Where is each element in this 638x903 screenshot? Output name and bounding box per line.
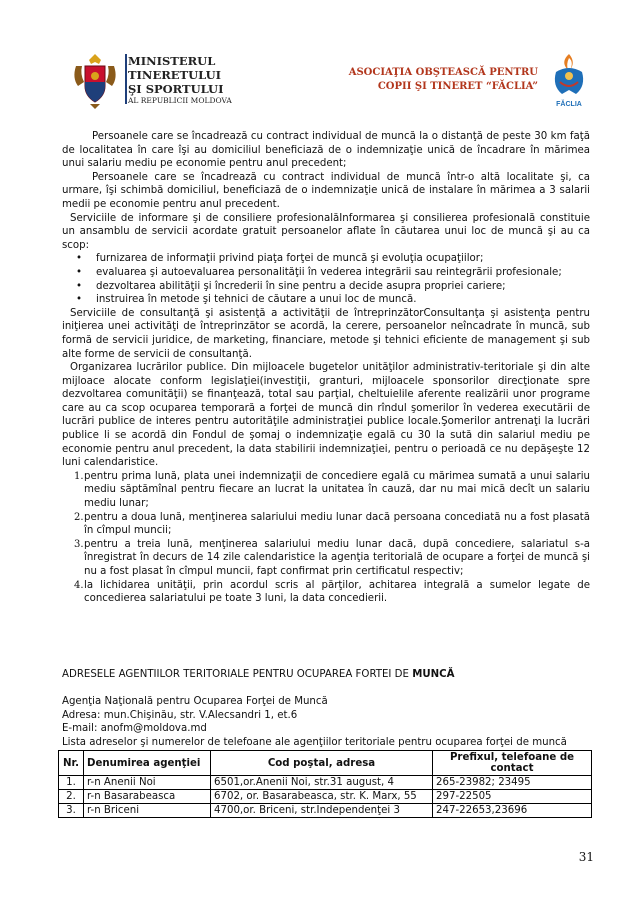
list-item: • evaluarea şi autoevaluarea personalităţii în vederea integrării sau reintegrării profesionale; [62, 266, 590, 280]
association-line-2: COPII ŞI TINERET “FĂCLIA” [377, 81, 538, 92]
list-text: la lichidarea unităţii, prin acordul scris al părţilor, achitarea integrală a sumelor legate de concedierea salariatului pe toate 3 luni, la data concedierii. [84, 579, 590, 605]
col-header-nr: Nr. [59, 751, 84, 776]
list-item: • dezvoltarea abilităţii şi încrederii în sine pentru a decide asupra propriei cariere; [62, 280, 590, 294]
agency-info [62, 695, 567, 749]
col-header-name: Denumirea agenţiei [84, 751, 211, 776]
ministry-header [70, 50, 240, 110]
paragraph-distance: Persoanele care se încadrează cu contract individual de muncă la o distanţă de peste 30 km faţă de localitatea în care îşi au domiciliul beneficiază de o indemnizaţie unică de încadrare în mărimea unui salariu mediu pe economie pentru anul precedent; [62, 131, 590, 170]
ministry-line-1: MINISTERUL [128, 54, 216, 68]
list-number: 2. [74, 511, 84, 523]
paragraph-public-works: Organizarea lucrărilor publice. Din mijloacele bugetelor unităţilor administrativ-teritoriale şi din alte mijloace alocate conform legislaţiei(investiţii, granturi, mijloacele sponsorilor direcţionate spre dezvoltarea comunităţii) se finanţează, total sau parţial, cheltuielile aferente realizării unor programe care au ca scop ocuparea temporară a forţei de muncă din rîndul şomerilor în vederea executării de lucrări publice de interes pentru autorităţile administraţiei publice locale.Şomerilor antrenaţi la lucrări publice li se acordă din Fondul de şomaj o indemnizaţie egală cu 30 la sută din salariul mediu pe economie pentru anul precedent, la data stabilirii indemnizaţiei, pentru o perioadă ce nu depăşeşte 12 luni calendaristice. [62, 362, 590, 469]
agency-address: Adresa: mun.Chişinău, str. V.Alecsandri 1, et.6 [62, 709, 298, 721]
association-line-1: ASOCIAŢIA OBŞTEASCĂ PENTRU [348, 67, 538, 78]
cell-address: 6702, or. Basarabeasca, str. K. Marx, 55 [211, 790, 433, 804]
cell-name: r-n Anenii Noi [84, 776, 211, 790]
table-row [59, 776, 592, 790]
paragraph-relocation: Persoanele care se încadrează cu contract individual de muncă într-o altă localitate şi, ca urmare, îşi schimbă domiciliul, beneficiază de o indemnizaţie unică de instalare în mărimea a 3 salarii medii pe economie pentru anul precedent. [62, 171, 590, 210]
page-number: 31 [578, 850, 594, 864]
svg-text:FĂCLIA: FĂCLIA [556, 101, 582, 108]
association-title [349, 66, 538, 94]
table-row [59, 790, 592, 804]
table-header-row [59, 751, 592, 776]
list-number: 3. [74, 538, 84, 550]
ministry-line-3: ŞI SPORTULUI [128, 82, 224, 96]
agency-name: Agenţia Naţională pentru Ocuparea Forţei de Muncă [62, 696, 328, 707]
list-item: • furnizarea de informaţii privind piaţa forţei de muncă şi evoluţia ocupaţiilor; [62, 252, 590, 266]
cell-name: r-n Basarabeasca [84, 790, 211, 804]
agency-list-title: Lista adreselor şi numerelor de telefoane ale agenţiilor teritoriale pentru ocuparea forţei de muncă [62, 736, 567, 748]
list-item [62, 511, 590, 538]
ministry-line-2: TINERETULUI [128, 68, 221, 82]
cell-address: 6501,or.Anenii Noi, str.31 august, 4 [211, 776, 433, 790]
agency-email: E-mail: anofm@moldova.md [62, 723, 207, 735]
numbered-list [62, 470, 590, 606]
col-header-address: Cod poştal, adresa [211, 751, 433, 776]
paragraph-information: Serviciile de informare şi de consiliere profesionalăInformarea şi consilierea profesională constituie un ansamblu de servicii acordate gratuit persoanelor aflate în căutarea unui loc de muncă şi au ca scop: [62, 212, 590, 251]
cell-phone: 297-22505 [433, 790, 592, 804]
list-item [62, 470, 590, 511]
paragraph-consulting: Serviciile de consultanţă şi asistenţă a activităţii de întreprinzătorConsultanţa şi asistenţa pentru iniţierea unei activităţi de întreprinzător se acordă, la cerere, persoanelor neîncadrate în muncă, sub formă de servicii juridice, de marketing, financiare, metode şi tehnici eficiente de management şi sub alte forme de servicii de consultanţă. [62, 307, 590, 360]
list-number: 1. [74, 470, 84, 482]
agencies-table [58, 750, 592, 818]
body-text [62, 130, 590, 606]
ministry-divider [125, 54, 127, 104]
cell-phone: 265-23982; 23495 [433, 776, 592, 790]
bullet-list [62, 252, 590, 306]
list-text: pentru a treia lună, menţinerea salariului mediu lunar dacă, după concediere, salariatul s-a înregistrat în decurs de 14 zile calendaristice la agenţia teritorială de ocupare a forţei de muncă şi nu a fost plasat în cîmpul muncii, fapt confirmat prin certificatul respectiv; [84, 538, 590, 577]
addresses-heading-text: ADRESELE AGENTIILOR TERITORIALE PENTRU OCUPAREA FORTEI DE [62, 669, 413, 680]
list-text: pentru a doua lună, menţinerea salariului mediu lunar dacă persoana concediată nu a fost plasată în cîmpul muncii; [84, 511, 590, 537]
list-item [62, 538, 590, 579]
list-text: pentru prima lună, plata unei indemnizaţii de concediere egală cu mărimea sumată a unui salariu mediu săptămînal pentru fiecare an lucrat la unitatea în cauză, dar nu mai mică decît un salariu mediu lunar; [84, 470, 590, 510]
cell-nr: 1. [59, 776, 84, 790]
table-row [59, 804, 592, 818]
cell-name: r-n Briceni [84, 804, 211, 818]
list-item [62, 579, 590, 606]
addresses-heading [62, 668, 455, 682]
col-header-phone: Prefixul, telefoane de contact [433, 751, 592, 776]
ministry-title [128, 54, 232, 106]
faclia-logo-icon [546, 50, 592, 110]
addresses-heading-bold: MUNCĂ [412, 669, 455, 680]
coat-of-arms-icon [70, 52, 120, 110]
cell-address: 4700,or. Briceni, str.Independenţei 3 [211, 804, 433, 818]
ministry-subtitle: AL REPUBLICII MOLDOVA [128, 96, 232, 105]
list-item: • instruirea în metode şi tehnici de căutare a unui loc de muncă. [62, 293, 590, 307]
cell-phone: 247-22653,23696 [433, 804, 592, 818]
cell-nr: 3. [59, 804, 84, 818]
cell-nr: 2. [59, 790, 84, 804]
list-number: 4. [74, 579, 84, 591]
